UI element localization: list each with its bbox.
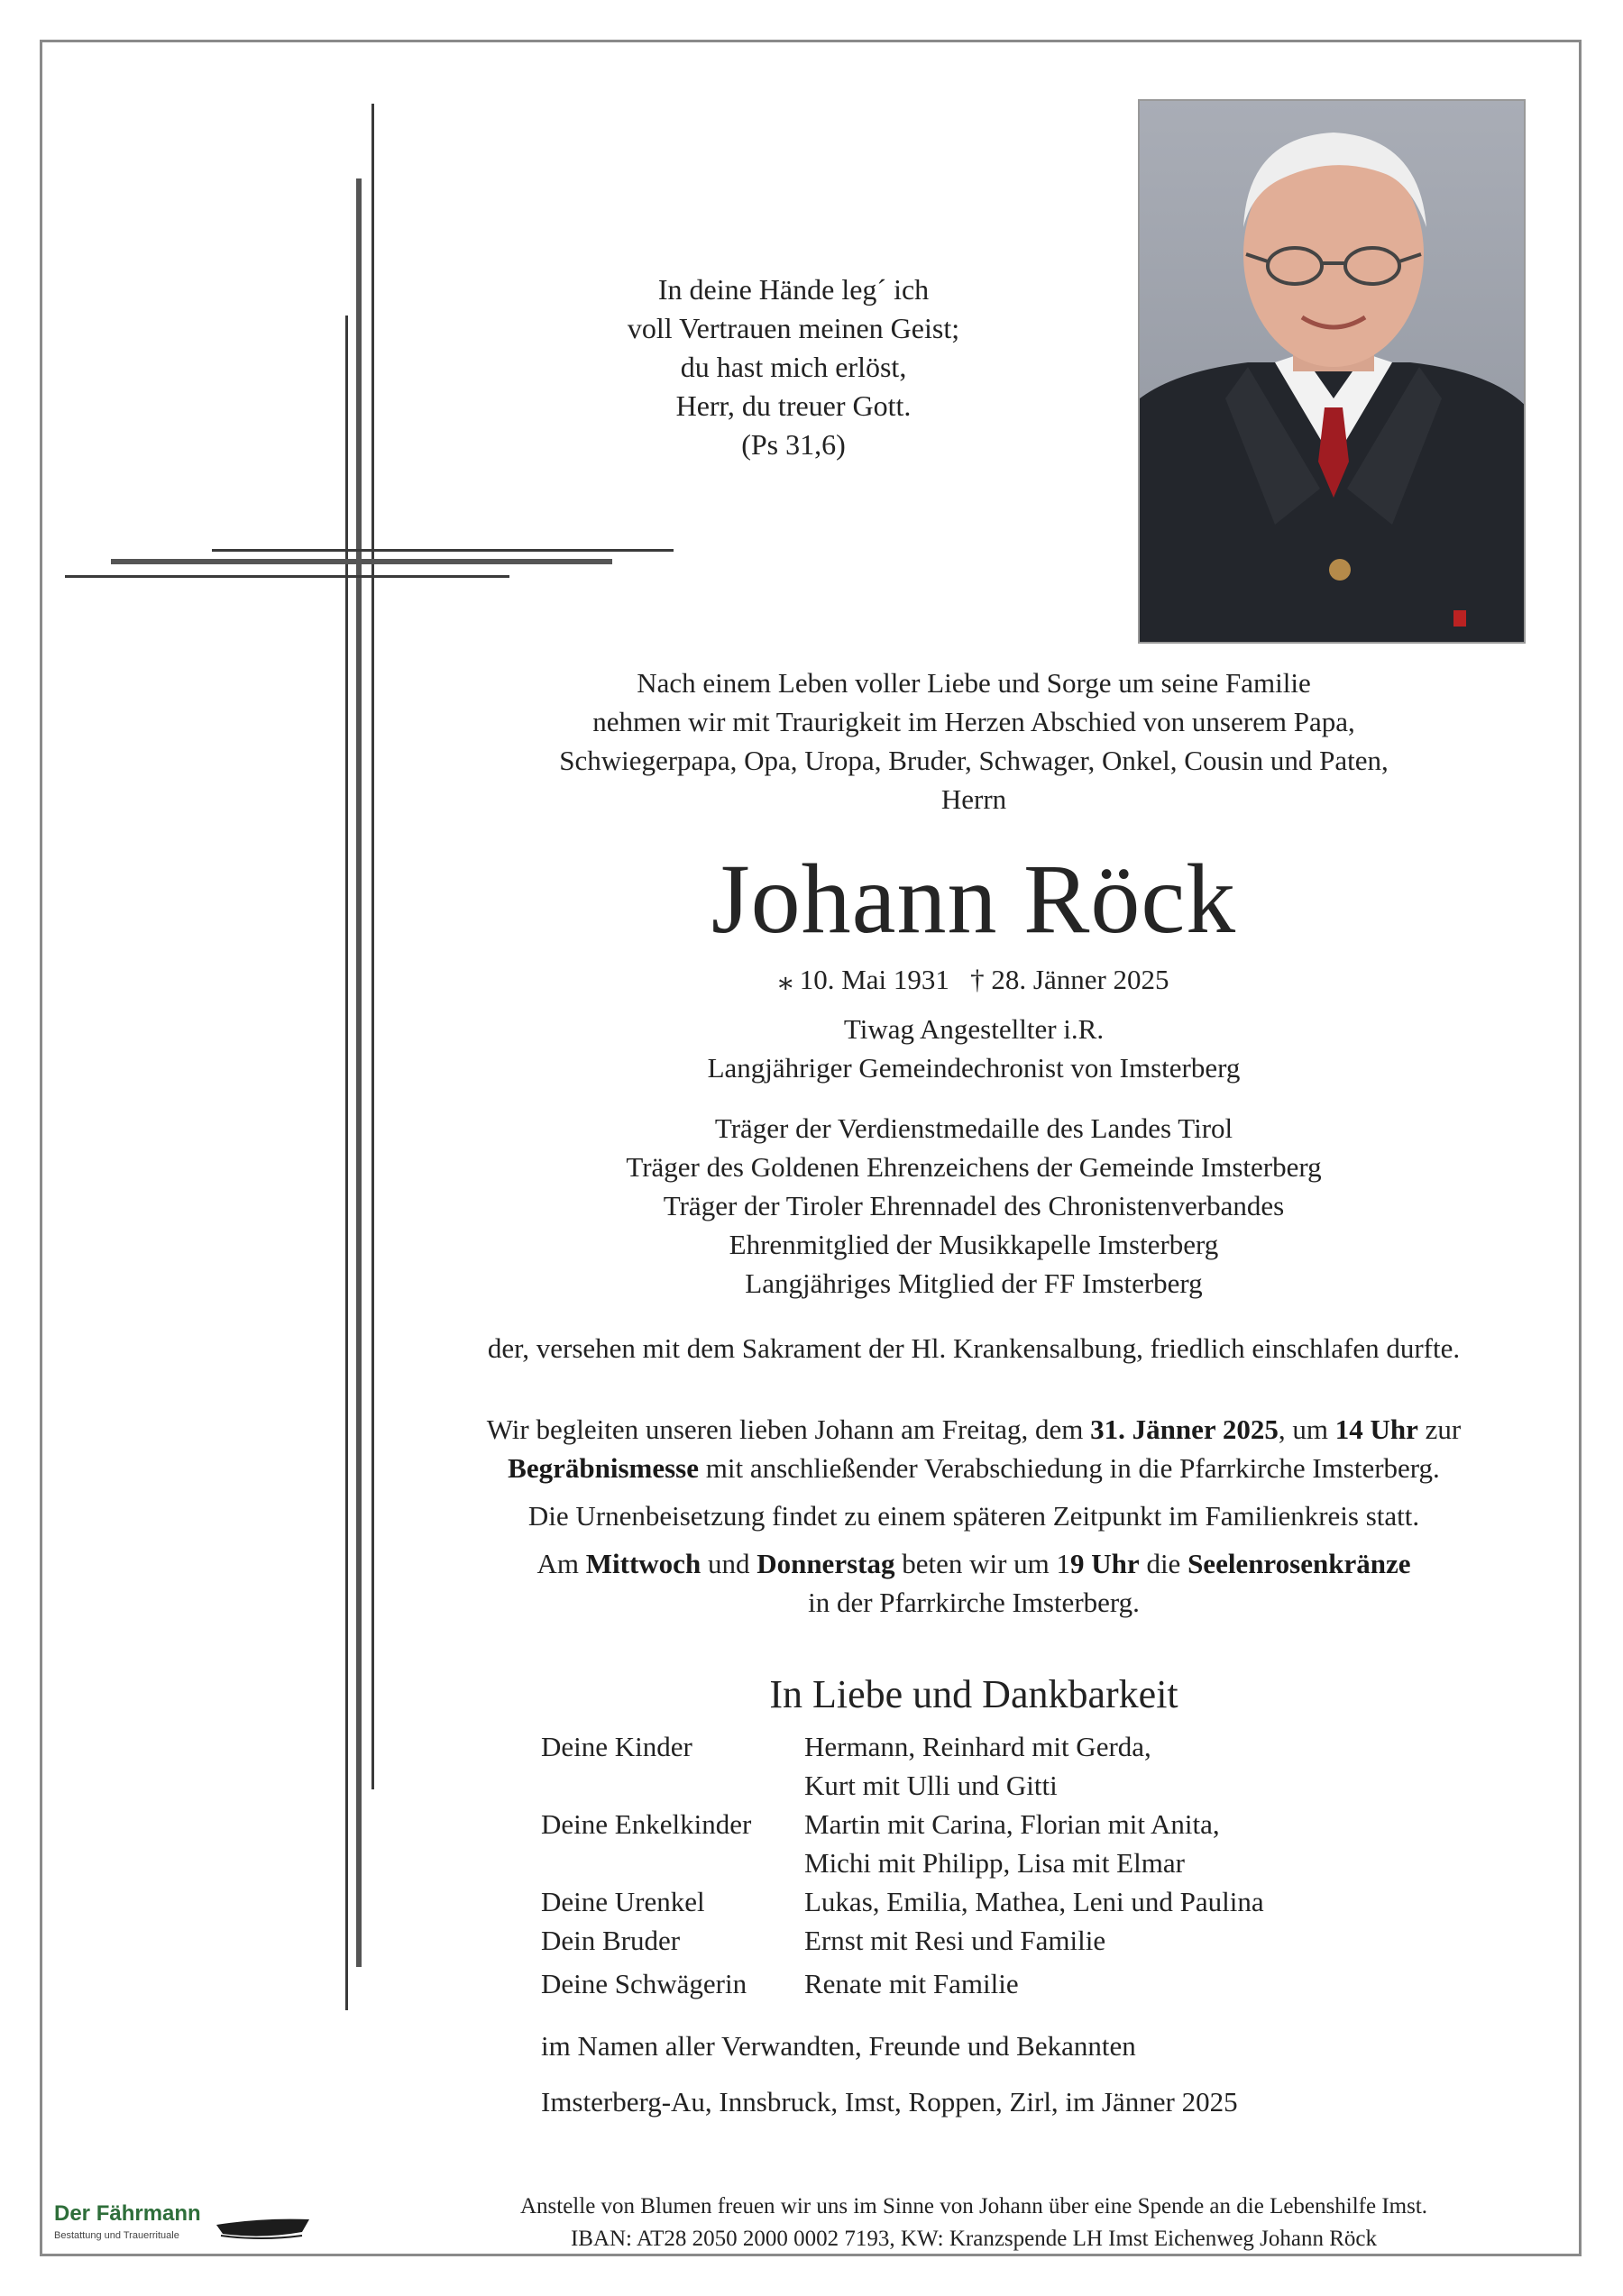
relation-label: Deine Urenkel: [541, 1886, 705, 1917]
honors-list: [451, 1109, 1497, 1303]
death-date: † 28. Jänner 2025: [970, 964, 1169, 995]
funeral-info: [379, 1410, 1569, 1631]
relation-names: Michi mit Philipp, Lisa mit Elmar: [804, 1847, 1185, 1879]
intro-text: [361, 663, 1587, 819]
text-segment: und: [701, 1548, 757, 1579]
honor-line: Träger des Goldenen Ehrenzeichens der Gemeinde Imsterberg: [626, 1151, 1322, 1183]
intro-line: nehmen wir mit Traurigkeit im Herzen Abschied von unserem Papa,: [592, 706, 1355, 737]
relatives-line: im Namen aller Verwandten, Freunde und Bekannten: [541, 2030, 1136, 2062]
list-item: [541, 1921, 1264, 1960]
urn-paragraph: Die Urnenbeisetzung findet zu einem späteren Zeitpunkt im Familienkreis statt.: [527, 1500, 1420, 1532]
list-item: [541, 1805, 1264, 1843]
text-segment: beten wir um 1: [894, 1548, 1071, 1579]
roles: [451, 1010, 1497, 1087]
relation-names: Lukas, Emilia, Mathea, Leni und Paulina: [804, 1886, 1264, 1917]
funeral-time: 14 Uhr: [1334, 1413, 1418, 1445]
psalm-line: du hast mich erlöst,: [680, 351, 907, 383]
relation-label: Deine Kinder: [541, 1731, 692, 1762]
rosary-label: Seelenrosenkränze: [1187, 1548, 1411, 1579]
text-segment: , um: [1278, 1413, 1335, 1445]
portrait-photo: [1138, 99, 1526, 644]
list-item: [541, 1882, 1264, 1921]
psalm-line: voll Vertrauen meinen Geist;: [627, 312, 960, 344]
funeral-date: 31. Jänner 2025: [1090, 1413, 1279, 1445]
psalm-quote: [559, 270, 1028, 464]
list-item: [541, 1766, 1264, 1805]
honor-line: Ehrenmitglied der Musikkapelle Imsterberg: [729, 1229, 1219, 1260]
relation-names: Hermann, Reinhard mit Gerda,: [804, 1731, 1151, 1762]
funeral-paragraph: [379, 1410, 1569, 1487]
role-line: Langjähriger Gemeindechronist von Imsterberg: [707, 1052, 1241, 1084]
footer: [361, 2191, 1587, 2255]
list-item: [541, 1727, 1264, 1766]
role-line: Tiwag Angestellter i.R.: [843, 1013, 1105, 1045]
text-segment: Wir begleiten unseren lieben Johann am Freitag, dem: [486, 1413, 1091, 1445]
text-segment: Am: [536, 1548, 586, 1579]
relation-label: Deine Enkelkinder: [541, 1808, 752, 1840]
donation-note: Anstelle von Blumen freuen wir uns im Sinne von Johann über eine Spende an die Lebenshilfe Imst.: [519, 2194, 1428, 2218]
honor-line: Träger der Verdienstmedaille des Landes Tirol: [714, 1112, 1233, 1144]
relation-names: Ernst mit Resi und Familie: [804, 1925, 1106, 1956]
funeral-mass: Begräbnismesse: [508, 1452, 699, 1484]
mourners-list: [541, 1727, 1264, 2003]
intro-line: Herrn: [940, 783, 1007, 815]
logo-name: Der Fährmann: [54, 2201, 201, 2226]
boat-icon: [212, 2209, 311, 2245]
text-segment: mit anschließender Verabschiedung in die Pfarrkirche Imsterberg.: [699, 1452, 1440, 1484]
intro-line: Schwiegerpapa, Opa, Uropa, Bruder, Schwager, Onkel, Cousin und Paten,: [559, 745, 1389, 776]
psalm-reference: (Ps 31,6): [741, 428, 846, 461]
list-item: [541, 1843, 1264, 1882]
relation-label: [541, 1766, 804, 1805]
rosary-day: Donnerstag: [756, 1548, 895, 1579]
text-segment: zur: [1417, 1413, 1462, 1445]
birth-date: ⁎ 10. Mai 1931: [778, 964, 949, 995]
deceased-name: Johann Röck: [711, 844, 1237, 954]
relation-label: Dein Bruder: [541, 1925, 681, 1956]
relation-label: Deine Schwägerin: [541, 1968, 747, 1999]
places-line: Imsterberg-Au, Innsbruck, Imst, Roppen, Zirl, im Jänner 2025: [541, 2086, 1238, 2118]
intro-line: Nach einem Leben voller Liebe und Sorge um seine Familie: [637, 667, 1311, 699]
relation-names: Renate mit Familie: [804, 1968, 1019, 1999]
iban-line: IBAN: AT28 2050 2000 0002 7193, KW: Kranzspende LH Imst Eichenweg Johann Röck: [570, 2227, 1378, 2251]
honor-line: Träger der Tiroler Ehrennadel des Chronistenverbandes: [663, 1190, 1285, 1221]
honor-line: Langjähriges Mitglied der FF Imsterberg: [745, 1267, 1203, 1299]
sacrament-text: der, versehen mit dem Sakrament der Hl. Krankensalbung, friedlich einschlafen durfte.: [487, 1332, 1461, 1364]
relation-names: Martin mit Carina, Florian mit Anita,: [804, 1808, 1220, 1840]
text-segment: in der Pfarrkirche Imsterberg.: [808, 1587, 1140, 1618]
relation-names: Kurt mit Ulli und Gitti: [804, 1770, 1058, 1801]
mourners-heading: In Liebe und Dankbarkeit: [769, 1672, 1178, 1716]
logo-subtitle: Bestattung und Trauerrituale: [54, 2230, 179, 2241]
list-item: [541, 1964, 1264, 2003]
rosary-time: 9 Uhr: [1070, 1548, 1140, 1579]
funeral-home-logo: [54, 2201, 325, 2264]
rosary-paragraph: [379, 1544, 1569, 1622]
psalm-line: In deine Hände leg´ ich: [657, 273, 930, 306]
life-dates: [631, 961, 1316, 999]
rosary-day: Mittwoch: [585, 1548, 701, 1579]
text-segment: die: [1139, 1548, 1188, 1579]
relation-label: [541, 1843, 804, 1882]
psalm-line: Herr, du treuer Gott.: [675, 389, 912, 422]
